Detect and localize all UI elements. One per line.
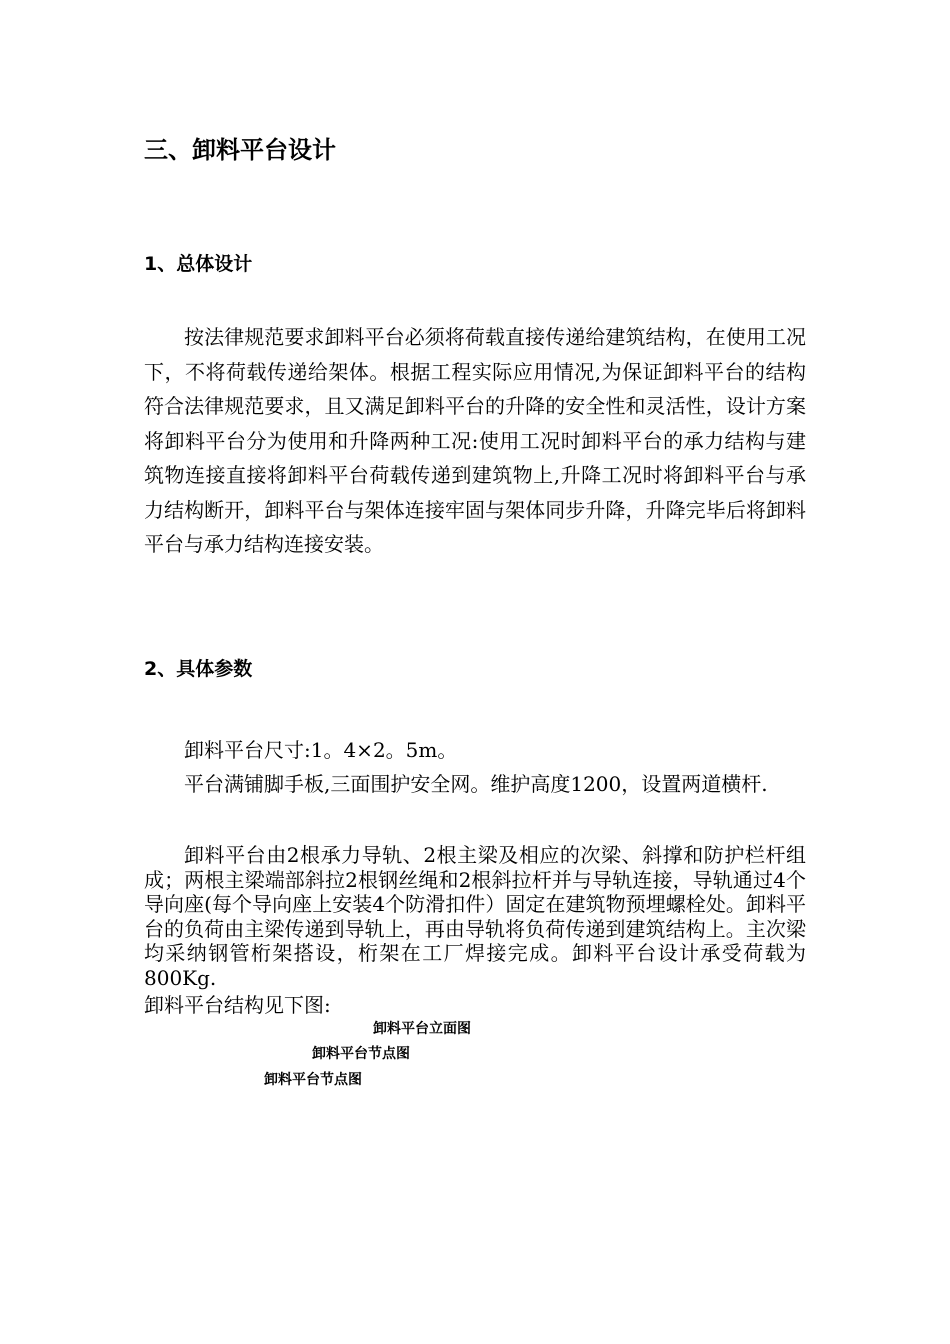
figure-label-elevation: 卸料平台立面图 [373,1021,471,1037]
section-title: 三、卸料平台设计 [144,136,336,164]
paragraph-guardrail: 平台满铺脚手板,三面围护安全网。维护高度1200，设置两道横杆. [184,772,768,796]
paragraph-platform-size: 卸料平台尺寸:1。4×2。5m。 [184,738,458,762]
heading-parameters: 2、具体参数 [144,658,253,680]
heading-overall-design: 1、总体设计 [144,253,253,275]
paragraph-structure: 卸料平台由2根承力导轨、2根主梁及相应的次梁、斜撑和防护栏杆组成；两根主梁端部斜拉2根钢丝绳和2根斜拉杆并与导轨连接，导轨通过4个导向座(每个导向座上安装4个防滑扣件）固定在建筑物预埋螺栓处。卸料平台的负荷由主梁传递到导轨上，再由导轨将负荷传递到建筑结构上。主次梁均采纳钢管桁架搭设，桁架在工厂焊接完成。卸料平台设计承受荷载为800Kg. [144,843,806,990]
figure-label-node-1: 卸料平台节点图 [312,1046,410,1062]
paragraph-see-below: 卸料平台结构见下图: [144,993,331,1017]
paragraph-overall-design: 按法律规范要求卸料平台必须将荷载直接传递给建筑结构，在使用工况下，不将荷载传递给架体。根据工程实际应用情况,为保证卸料平台的结构符合法律规范要求，且又满足卸料平台的升降的安全性和灵活性，设计方案将卸料平台分为使用和升降两种工况:使用工况时卸料平台的承力结构与建筑物连接直接将卸料平台荷载传递到建筑物上,升降工况时将卸料平台与承力结构断开，卸料平台与架体连接牢固与架体同步升降，升降完毕后将卸料平台与承力结构连接安装。 [144,325,806,556]
figure-label-node-2: 卸料平台节点图 [264,1072,362,1088]
